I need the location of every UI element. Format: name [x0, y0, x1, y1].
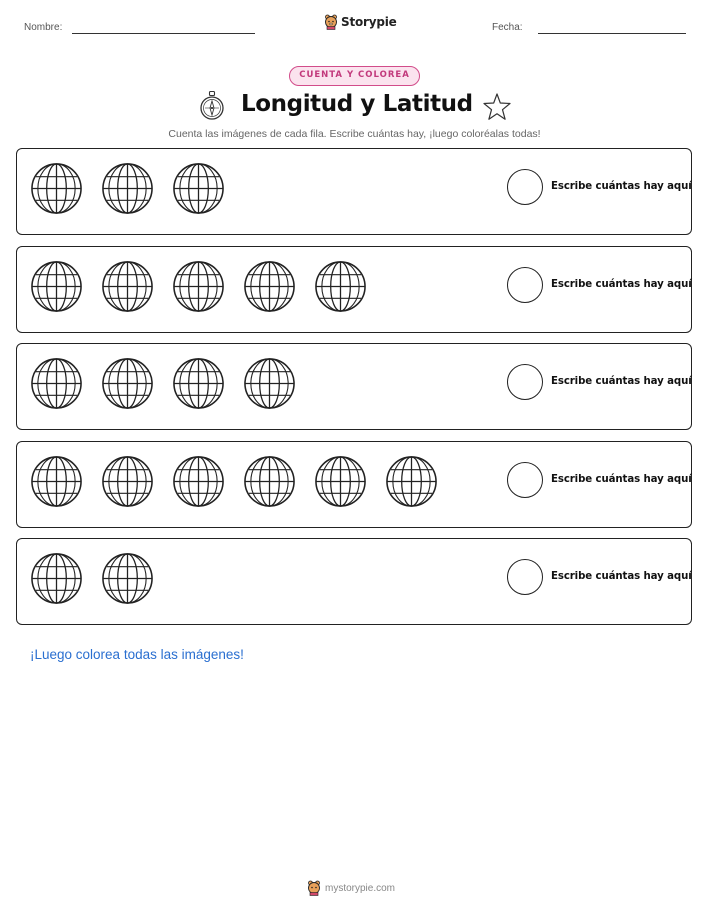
globe-icon[interactable] [172, 260, 225, 313]
answer-circle[interactable] [507, 169, 543, 205]
globe-icon[interactable] [385, 455, 438, 508]
footer [307, 880, 395, 896]
compass-icon [199, 91, 225, 121]
globe-icon[interactable] [30, 552, 83, 605]
activity-badge: CUENTA Y COLOREA [289, 66, 420, 86]
counting-row [16, 148, 692, 235]
globe-icon[interactable] [30, 162, 83, 215]
date-field-line[interactable] [538, 33, 686, 34]
answer-circle[interactable] [507, 267, 543, 303]
globe-icon[interactable] [314, 260, 367, 313]
globe-icon[interactable] [172, 357, 225, 410]
footer-note: ¡Luego colorea todas las imágenes! [30, 647, 244, 662]
globe-icon[interactable] [172, 162, 225, 215]
counting-row [16, 246, 692, 333]
brand [324, 14, 397, 30]
globe-icon[interactable] [101, 162, 154, 215]
counting-row [16, 538, 692, 625]
globe-icon[interactable] [101, 455, 154, 508]
brand-name: Storypie [341, 15, 397, 29]
answer-label: Escribe cuántas hay aquí [551, 181, 692, 192]
name-field-line[interactable] [72, 33, 255, 34]
globe-icon[interactable] [101, 357, 154, 410]
globe-icon[interactable] [172, 455, 225, 508]
instructions: Cuenta las imágenes de cada fila. Escribe cuántas hay, ¡luego coloréalas todas! [168, 128, 541, 140]
answer-circle[interactable] [507, 462, 543, 498]
counting-row [16, 441, 692, 528]
worksheet-header [0, 0, 709, 50]
counting-row [16, 343, 692, 430]
globe-icon[interactable] [30, 455, 83, 508]
answer-label: Escribe cuántas hay aquí [551, 376, 692, 387]
globe-icon[interactable] [314, 455, 367, 508]
answer-circle[interactable] [507, 559, 543, 595]
globe-icon[interactable] [243, 455, 296, 508]
globe-icon[interactable] [243, 260, 296, 313]
title-row [0, 90, 709, 124]
answer-label: Escribe cuántas hay aquí [551, 571, 692, 582]
storypie-logo-icon [324, 14, 338, 30]
storypie-logo-icon [307, 880, 321, 896]
star-icon [482, 92, 512, 122]
page-title: Longitud y Latitud [241, 91, 473, 117]
answer-label: Escribe cuántas hay aquí [551, 278, 692, 290]
answer-circle[interactable] [507, 364, 543, 400]
globe-icon[interactable] [101, 260, 154, 313]
globe-icon[interactable] [101, 552, 154, 605]
date-label: Fecha: [492, 22, 523, 33]
name-label: Nombre: [24, 22, 63, 33]
globe-icon[interactable] [243, 357, 296, 410]
footer-url: mystorypie.com [325, 882, 396, 894]
answer-label: Escribe cuántas hay aquí [551, 473, 692, 485]
globe-icon[interactable] [30, 357, 83, 410]
globe-icon[interactable] [30, 260, 83, 313]
